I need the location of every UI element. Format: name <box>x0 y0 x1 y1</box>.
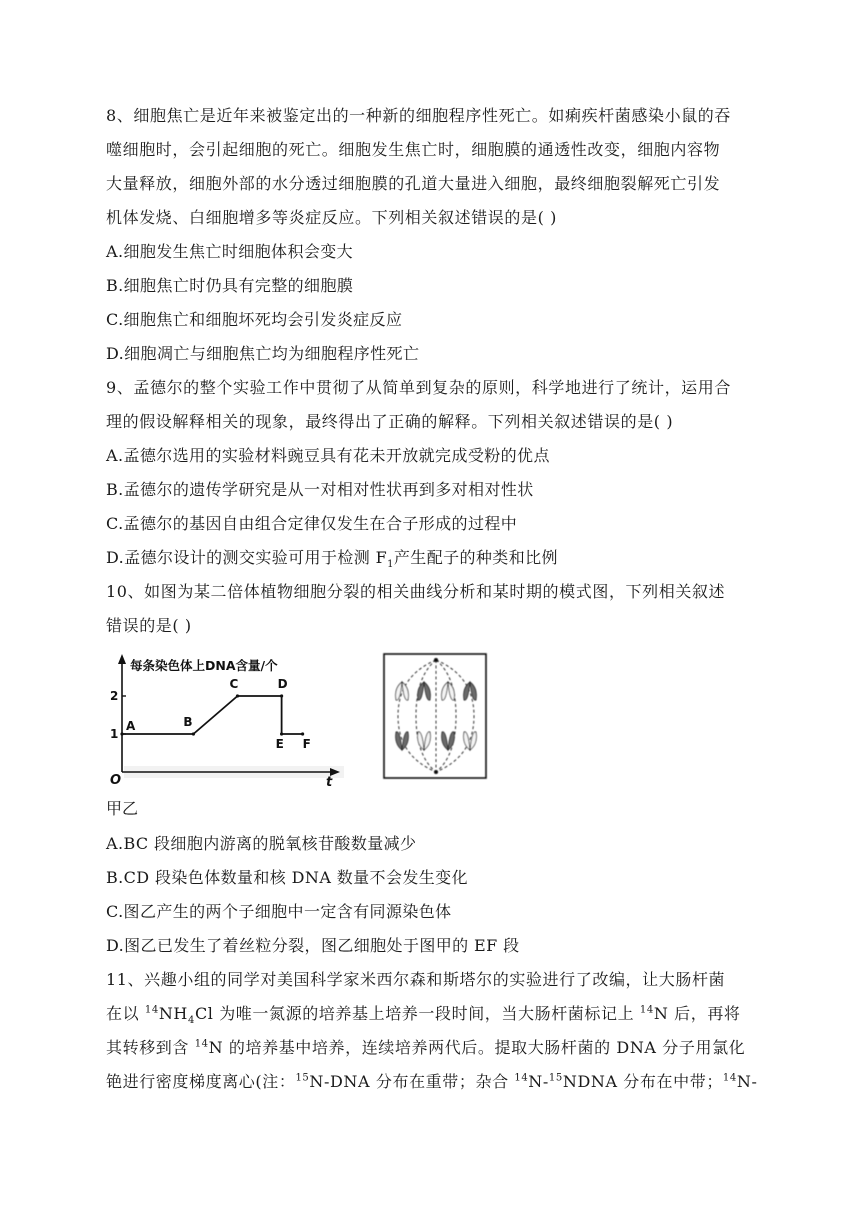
point-label-C: C <box>229 677 239 691</box>
q8-option-a: A.细胞发生焦亡时细胞体积会变大 <box>106 242 354 261</box>
q11-l2-c: Cl 为唯一氮源的培养基上培养一段时间，当大肠杆菌标记上 <box>194 1004 640 1023</box>
q9-option-d-sub: 1 <box>387 559 394 571</box>
point-label-B: B <box>183 715 193 729</box>
x-axis-label: t <box>326 775 333 788</box>
y-tick-label: 1 <box>110 727 119 741</box>
q8-stem-line-4: 机体发烧、白细胞增多等炎症反应。下列相关叙述错误的是( ) <box>106 208 557 227</box>
centrosome-top <box>434 658 438 662</box>
point-label-F: F <box>302 737 311 751</box>
q11-l4-d: NDNA 分布在中带； <box>562 1072 723 1091</box>
q8-stem-line-3: 大量释放，细胞外部的水分透过细胞膜的孔道大量进入细胞，最终细胞裂解死亡引发 <box>106 174 721 193</box>
q9-option-b: B.孟德尔的遗传学研究是从一对相对性状再到多对相对性状 <box>106 480 534 499</box>
q8-stem-line-1: 8、细胞焦亡是近年来被鉴定出的一种新的细胞程序性死亡。如痢疾杆菌感染小鼠的吞 <box>106 106 731 125</box>
q11-l2-d: N 后，再将 <box>653 1004 741 1023</box>
q11-line-3 <box>106 1038 745 1058</box>
q9-option-d-post: 产生配子的种类和比例 <box>393 548 558 567</box>
q9-option-c: C.孟德尔的基因自由组合定律仅发生在合子形成的过程中 <box>106 514 518 533</box>
q11-l2-sub1: 4 <box>187 1015 195 1027</box>
q11-l4-sup4: 14 <box>722 1072 737 1084</box>
q11-line-1: 11、兴趣小组的同学对美国科学家米西尔森和斯塔尔的实验进行了改编，让大肠杆菌 <box>106 970 726 989</box>
q9-option-d-pre: D.孟德尔设计的测交实验可用于检测 F <box>106 548 388 567</box>
y-axis-label: 每条染色体上DNA含量/个 <box>130 658 278 673</box>
q11-l4-sup1: 15 <box>295 1072 310 1084</box>
q11-l2-a: 在以 <box>106 1004 145 1023</box>
q8-stem-line-2: 噬细胞时，会引起细胞的死亡。细胞发生焦亡时，细胞膜的通透性改变，细胞内容物 <box>106 140 721 159</box>
q11-l3-b: N 的培养基中培养，连续培养两代后。提取大肠杆菌的 DNA 分子用氯化 <box>208 1038 746 1057</box>
q10-option-b: B.CD 段染色体数量和核 DNA 数量不会发生变化 <box>106 868 468 887</box>
point-C <box>236 694 239 697</box>
point-D <box>280 694 283 697</box>
q11-l2-b: NH <box>158 1004 188 1023</box>
q11-line-2 <box>106 1004 741 1027</box>
q11-line-4 <box>106 1072 757 1092</box>
point-A <box>120 732 123 735</box>
q11-l4-e: N- <box>736 1072 758 1091</box>
q11-l4-a: 铯进行密度梯度离心(注： <box>106 1072 296 1091</box>
q11-l4-c: N- <box>528 1072 549 1091</box>
point-label-D: D <box>277 677 288 691</box>
point-label-E: E <box>275 737 284 751</box>
q10-option-a: A.BC 段细胞内游离的脱氧核苷酸数量减少 <box>106 834 417 853</box>
q8-option-b: B.细胞焦亡时仍具有完整的细胞膜 <box>106 276 354 295</box>
q11-l4-sup3: 15 <box>548 1072 563 1084</box>
q11-l3-sup1: 14 <box>194 1038 209 1050</box>
q11-l4-b: N-DNA 分布在重带；杂合 <box>309 1072 515 1091</box>
point-B <box>192 732 195 735</box>
q9-option-d <box>106 548 558 571</box>
q9-stem-line-1: 9、孟德尔的整个实验工作中贯彻了从简单到复杂的原则，科学地进行了统计，运用合 <box>106 378 731 397</box>
q10-figure <box>104 648 494 788</box>
q11-l4-sup2: 14 <box>514 1072 529 1084</box>
q9-option-a: A.孟德尔选用的实验材料豌豆具有花未开放就完成受粉的优点 <box>106 446 550 465</box>
q10-figure-svg <box>104 648 494 788</box>
q10-option-d: D.图乙已发生了着丝粒分裂，图乙细胞处于图甲的 EF 段 <box>106 936 520 955</box>
q11-l3-a: 其转移到含 <box>106 1038 195 1057</box>
centrosome-bottom <box>434 770 438 774</box>
point-F <box>301 732 304 735</box>
y-tick-label: 2 <box>110 689 119 703</box>
q10-option-c: C.图乙产生的两个子细胞中一定含有同源染色体 <box>106 902 452 921</box>
q11-l2-sup2: 14 <box>639 1004 654 1016</box>
q10-figure-label: 甲乙 <box>106 799 139 818</box>
q8-option-d: D.细胞凋亡与细胞焦亡均为细胞程序性死亡 <box>106 344 420 363</box>
q10-stem-line-1: 10、如图为某二倍体植物细胞分裂的相关曲线分析和某时期的模式图，下列相关叙述 <box>106 582 726 601</box>
q11-l2-sup1: 14 <box>144 1004 159 1016</box>
q8-option-c: C.细胞焦亡和细胞坏死均会引发炎症反应 <box>106 310 403 329</box>
q10-stem-line-2: 错误的是( ) <box>106 616 192 635</box>
point-E <box>280 732 283 735</box>
origin-label: O <box>110 773 122 788</box>
point-label-A: A <box>126 719 136 733</box>
q9-stem-line-2: 理的假设解释相关的现象，最终得出了正确的解释。下列相关叙述错误的是( ) <box>106 412 674 431</box>
